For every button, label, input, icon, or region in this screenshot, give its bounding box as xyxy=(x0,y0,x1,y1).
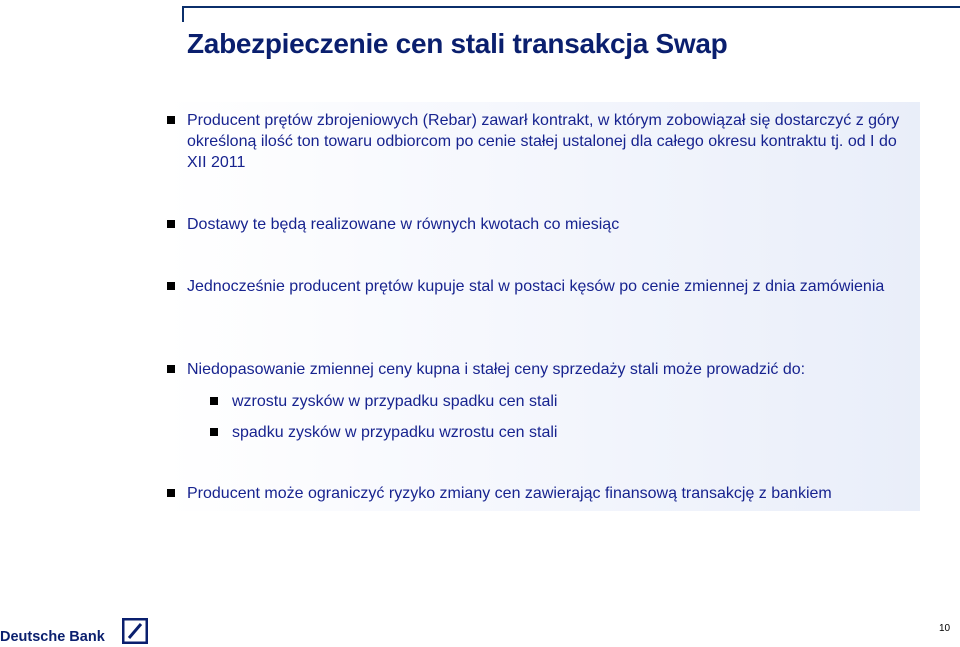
square-bullet-icon xyxy=(167,365,175,373)
bullet-text: Jednocześnie producent prętów kupuje stal w postaci kęsów po cenie zmiennej z dnia zamówienia xyxy=(187,278,885,295)
bullet-text: Producent prętów zbrojeniowych (Rebar) zawarł kontrakt, w którym zobowiązał się dostarczyć z góry określoną ilość ton towaru odbiorcom po cenie stałej ustalonej dla całego okresu kontraktu tj. od I do XII 2011 xyxy=(187,112,900,171)
square-bullet-icon xyxy=(167,220,175,228)
square-bullet-icon xyxy=(167,116,175,124)
bullet-item xyxy=(167,359,912,380)
page-number: 10 xyxy=(939,623,951,634)
square-bullet-icon xyxy=(210,428,218,436)
header-rule-tick xyxy=(182,6,184,22)
bullet-text: Dostawy te będą realizowane w równych kwotach co miesiąc xyxy=(187,216,620,233)
brand-name: Deutsche Bank xyxy=(0,629,105,645)
bullet-text: Producent może ograniczyć ryzyko zmiany cen zawierając finansową transakcję z bankiem xyxy=(187,485,832,502)
bullet-text: Niedopasowanie zmiennej ceny kupna i stałej ceny sprzedaży stali może prowadzić do: xyxy=(187,361,806,378)
bullet-item xyxy=(167,214,902,235)
sub-bullet-text: wzrostu zysków w przypadku spadku cen stali xyxy=(232,393,558,410)
header-rule xyxy=(182,6,960,8)
sub-bullet-item xyxy=(210,422,910,443)
bullet-item xyxy=(167,276,902,297)
bullet-item xyxy=(167,483,912,504)
slide-title: Zabezpieczenie cen stali transakcja Swap xyxy=(187,28,728,59)
sub-bullet-item xyxy=(210,391,910,412)
square-bullet-icon xyxy=(167,489,175,497)
square-bullet-icon xyxy=(210,397,218,405)
sub-bullet-text: spadku zysków w przypadku wzrostu cen stali xyxy=(232,424,558,441)
bullet-item xyxy=(167,110,902,173)
square-bullet-icon xyxy=(167,282,175,290)
deutsche-bank-logo-icon xyxy=(122,618,148,644)
